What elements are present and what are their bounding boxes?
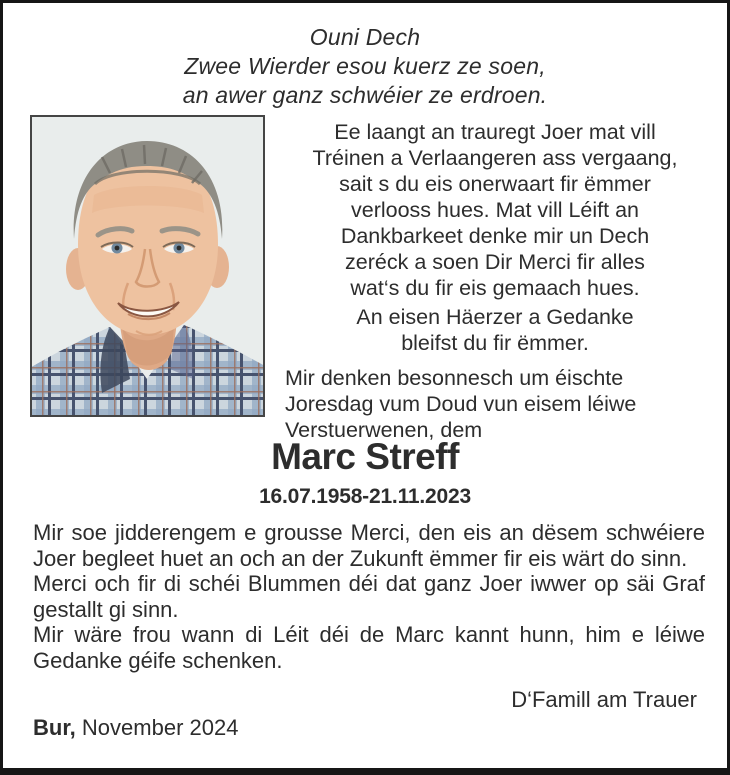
tribute-column: [271, 119, 719, 443]
thanks-paragraphs: [33, 520, 705, 673]
portrait-photo: [30, 115, 265, 417]
family-signature: D‘Famill am Trauer: [511, 687, 697, 712]
anniversary-intro: [271, 365, 719, 443]
tribute-verse-closing: [271, 304, 719, 356]
tribute-line: wat‘s du fir eis gemaach hues.: [350, 276, 640, 300]
epigraph-verse: [3, 23, 727, 110]
deceased-name: Marc Streff: [271, 436, 459, 477]
tribute-line: verlooss hues. Mat vill Léift an: [351, 198, 639, 222]
intro-line: Joresdag vum Doud vun eisem léiwe: [285, 392, 637, 416]
tribute-verse: [271, 119, 719, 356]
tribute-line: zeréck a soen Dir Merci fir alles: [345, 250, 645, 274]
tribute-line: sait s du eis onerwaart fir ëmmer: [339, 172, 651, 196]
tribute-line: Tréinen a Verlaangeren ass vergaang,: [312, 146, 678, 170]
tribute-line: Ee laangt an trauregt Joer mat vill: [334, 120, 656, 144]
intro-line: Verstuerwenen, dem: [285, 418, 483, 442]
tribute-line: An eisen Häerzer a Gedanke: [356, 305, 634, 329]
tribute-line: bleifst du fir ëmmer.: [401, 331, 589, 355]
intro-line: Mir denken besonnesch um éischte: [285, 366, 624, 390]
epigraph-line: Zwee Wierder esou kuerz ze soen,: [184, 53, 546, 79]
tribute-line: Dankbarkeet denke mir un Dech: [340, 224, 650, 248]
thanks-paragraph: Mir soe jidderengem e grousse Merci, den eis an dësem schwéiere Joer begleet huet an och an der Zukunft ëmmer fir eis wärt do sinn.: [33, 520, 705, 571]
deceased-dates: 16.07.1958-21.11.2023: [259, 485, 471, 508]
thanks-paragraph: Mir wäre frou wann di Léit déi de Marc kannt hunn, him e léiwe Gedanke géife schenken.: [33, 622, 705, 673]
epigraph-line: an awer ganz schwéier ze erdroen.: [182, 82, 548, 108]
thanks-paragraph: Merci och fir di schéi Blummen déi dat ganz Joer iwwer op säi Graf gestallt gi sinn.: [33, 571, 705, 622]
portrait-illustration: [32, 117, 263, 415]
place: Bur,: [33, 715, 76, 740]
date: November 2024: [75, 715, 239, 740]
place-and-date: [33, 715, 238, 741]
epigraph-line: Ouni Dech: [309, 24, 421, 50]
